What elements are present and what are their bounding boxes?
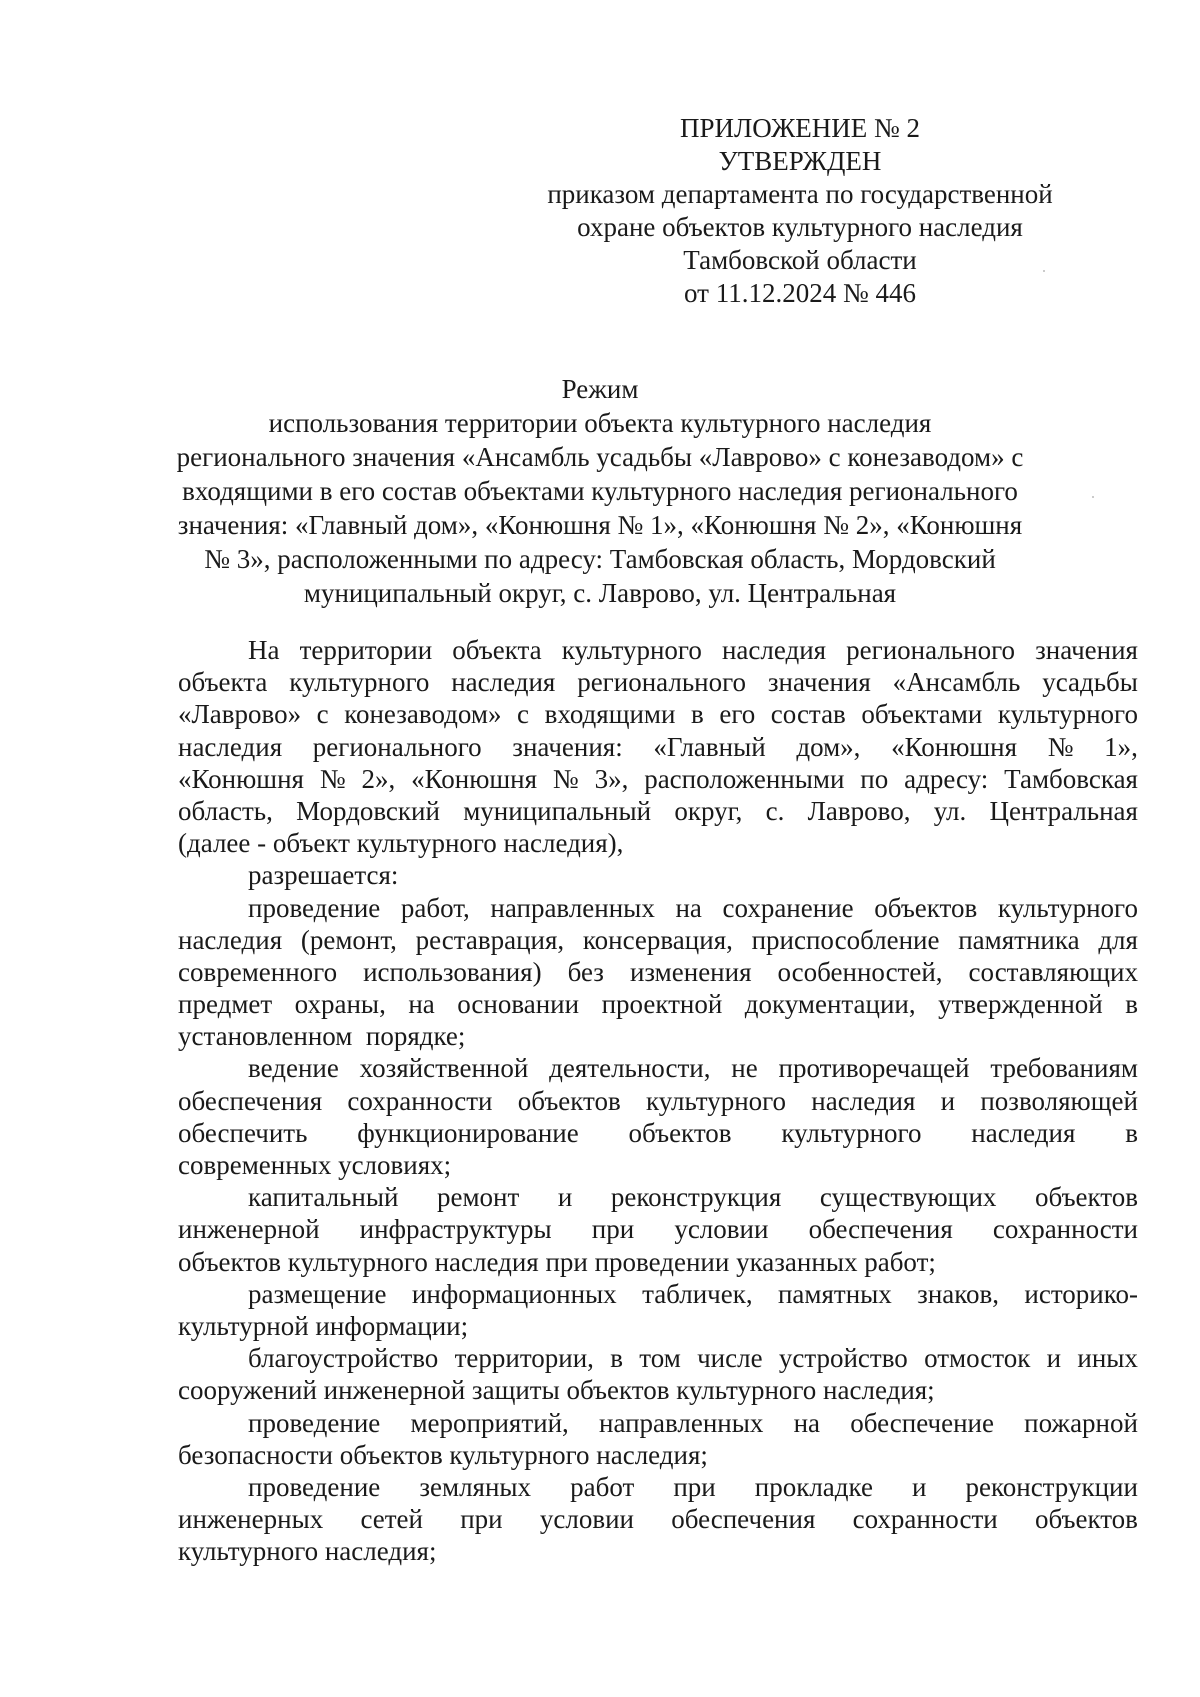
line-text: установленном порядке; [178,1021,466,1052]
word: реконструкции [965,1471,1138,1502]
approved-label: УТВЕРЖДЕН [718,146,882,176]
word: значения [767,667,871,698]
text-line [178,827,1138,859]
word: территории, [454,1343,594,1374]
word: обеспечить [178,1117,308,1148]
word: том [639,1343,681,1374]
allowed-item [178,1052,1138,1181]
word: условии [674,1214,769,1245]
word: объектов [1034,1504,1138,1535]
word: и [557,1182,573,1213]
word: размещение [248,1278,387,1309]
text-line [178,1342,1138,1374]
word: в [1125,1117,1138,1148]
word: сохранности [992,1214,1138,1245]
approval-date: от 11.12.2024 № 446 [684,278,916,308]
allowed-item [178,892,1138,1053]
word: основании [457,989,580,1020]
word: объекта [452,635,542,665]
word: дом», [796,731,861,762]
approval-block [520,112,1080,310]
word: сохранности [852,1504,998,1535]
word: предмет [178,989,273,1020]
text-line [178,1149,1138,1181]
text-line [178,1310,1138,1342]
word: при [673,1471,716,1502]
title-line: регионального значения «Ансамбль усадьбы «Лаврово» с конезаводом» с [176,442,1024,472]
document-body [178,634,1138,1567]
line-text: (далее - объект культурного наследия), [178,828,624,859]
word: охраны, [294,989,386,1020]
text-line [178,795,1138,827]
text-line [178,892,1138,924]
word: ул. [933,795,967,826]
word: объектами [861,699,983,730]
word: его [719,699,756,730]
word: консервация, [582,924,733,955]
text-line [178,1439,1138,1471]
text-line [178,1117,1138,1149]
word: Центральная [989,795,1138,826]
title-line: входящими в его состав объектами культурного наследия регионального [182,476,1018,506]
approval-line: охране объектов культурного наследия [577,212,1023,242]
line-text: объектов культурного наследия при проведении указанных работ; [178,1246,936,1277]
text-line [178,731,1138,763]
approval-line: приказом департамента по государственной [547,179,1053,209]
word: работ [570,1471,635,1502]
word: табличек, [642,1278,753,1309]
allowed-item [178,1181,1138,1278]
text-line [178,988,1138,1020]
word: «Конюшня [411,763,538,794]
word: обеспечение [850,1407,994,1438]
word: капитальный [248,1182,399,1213]
word: знаков, [917,1278,1000,1309]
word: реконструкция [610,1182,782,1213]
text-line [178,698,1138,730]
word: наследия [178,731,283,762]
word: (ремонт, [300,924,397,955]
word: обеспечения [671,1504,816,1535]
allowed-item [178,1471,1138,1568]
word: отмосток [924,1343,1031,1374]
line-text: современных условиях; [178,1150,452,1180]
text-line [178,763,1138,795]
title-heading: Режим [561,374,639,404]
word: Лаврово, [807,795,911,826]
appendix-number: ПРИЛОЖЕНИЕ № 2 [679,113,921,143]
word: при [460,1504,503,1535]
word: направленных [599,1407,764,1438]
title-line: № 3», расположенными по адресу: Тамбовская область, Мордовский [204,544,996,574]
word: хозяйственной [359,1053,529,1084]
word: культурного [289,667,430,698]
word: наследия [971,1117,1076,1148]
word: расположенными [644,763,845,794]
text-line [178,1213,1138,1245]
word: объектов [1035,1182,1138,1213]
word: проведение [248,1407,381,1438]
word: и [940,1085,956,1116]
text-line [178,1085,1138,1117]
text-line [178,1503,1138,1535]
word: на [793,1407,821,1438]
word: работ, [400,892,470,923]
word: для [1098,924,1138,955]
word: при [591,1214,635,1245]
word: памятных [777,1278,892,1309]
word: устройство [778,1343,908,1374]
word: область, [178,795,273,826]
word: наследия [451,667,556,698]
word: современного [178,956,338,987]
word: инфраструктуры [359,1214,552,1245]
word: не [731,1053,758,1084]
line-text: культурного наследия; [178,1536,437,1567]
scan-speck [1043,270,1045,272]
word: значения [1035,635,1138,665]
word: сетей [360,1504,423,1535]
word: прокладке [754,1471,873,1502]
word: ремонт [436,1182,520,1213]
text-line [178,1374,1138,1406]
word: «Ансамбль [892,667,1021,698]
title-line: муниципальный округ, с. Лаврово, ул. Центральная [303,578,897,608]
word: иных [1077,1343,1138,1374]
word: «Лаврово» [178,699,302,730]
word: состав [770,699,846,730]
line-text: культурной информации; [178,1310,469,1341]
word: на [408,989,435,1020]
word: округ, [674,795,743,826]
word: объекта [178,667,268,698]
word: условии [539,1504,634,1535]
text-line [178,1535,1138,1567]
word: функционирование [357,1117,579,1148]
word: проектной [601,989,723,1020]
text-line [178,1181,1138,1213]
word: числе [697,1343,763,1374]
word: реставрация, [415,924,565,955]
word: «Главный [653,731,766,762]
word: инженерных [178,1504,324,1535]
word: в [1125,989,1138,1020]
word: земляных [419,1471,532,1502]
word: наследия [178,924,283,955]
word: на [675,892,702,923]
word: муниципальный [463,795,652,826]
word: № [552,763,579,794]
word: культурного [781,1117,922,1148]
word: ведение [248,1053,339,1084]
word: с [316,699,329,730]
word: требованиям [990,1053,1138,1084]
word: культурного [997,892,1138,923]
word: в [610,1343,623,1374]
word: культурного [561,635,702,665]
word: «Конюшня [178,763,304,794]
intro-paragraph [178,634,1138,859]
title-line: значения: «Главный дом», «Конюшня № 1», «Конюшня № 2», «Конюшня [177,510,1023,540]
word: регионального [846,635,1015,665]
title-line: использования территории объекта культурного наследия [268,408,932,438]
text-line [178,1407,1138,1439]
text-line [178,1278,1138,1310]
word: информационных [411,1278,617,1309]
word: проведение [248,1471,381,1502]
word: «Конюшня [891,731,1018,762]
word: объектов [628,1117,732,1148]
word: инженерной [178,1214,320,1245]
text-line [178,1471,1138,1503]
line-text: сооружений инженерной защиты объектов культурного наследия; [178,1375,935,1406]
line-text: разрешается: [248,860,399,891]
word: составляющих [968,956,1138,987]
word: проведение [248,892,381,923]
word: регионального [312,731,482,762]
word: документации, [744,989,916,1020]
word: деятельности, [549,1053,711,1084]
word: культурного [645,1085,787,1116]
word: историко- [1024,1278,1138,1309]
word: без [567,956,604,987]
word: территории [299,635,433,665]
word: Мордовский [296,795,440,826]
word: 3», [594,763,629,794]
text-line [178,666,1138,698]
word: адресу: [904,763,989,794]
word: объектов [517,1085,621,1116]
word: изменения [629,956,752,987]
word: приспособление [751,924,940,955]
line-text: безопасности объектов культурного наследия; [178,1439,708,1470]
word: обеспечения [178,1085,323,1116]
word: наследия [721,635,827,665]
word: направленных [490,892,655,923]
word: и [1046,1343,1062,1374]
allowed-item [178,1407,1138,1471]
word: 2», [361,763,396,794]
document-title [150,372,1050,610]
text-line [178,1246,1138,1278]
word: № [319,763,346,794]
word: значения: [512,731,623,762]
word: и [912,1471,927,1502]
word: На [248,635,280,665]
word: утвержденной [938,989,1103,1020]
word: регионального [577,667,747,698]
word: объектов [874,892,978,923]
word: сохранение [722,892,854,923]
scan-speck [1092,496,1094,498]
word: обеспечения [808,1214,953,1245]
word: пожарной [1024,1407,1138,1438]
text-line [178,1052,1138,1084]
word: усадьбы [1042,667,1138,698]
word: использования) [363,956,542,987]
word: в [691,699,704,730]
word: благоустройство [248,1343,439,1374]
word: Тамбовская [1004,763,1138,794]
allowed-item [178,1278,1138,1342]
word: особенностей, [777,956,943,987]
allowed-label [178,859,1138,891]
word: по [860,763,889,794]
text-line [178,1020,1138,1052]
word: конезаводом» [344,699,502,730]
text-line [178,924,1138,956]
word: № [1047,731,1074,762]
word: культурного [997,699,1138,730]
word: позволяющей [980,1085,1138,1116]
word: входящими [544,699,676,730]
word: существующих [819,1182,997,1213]
text-line [178,634,1138,666]
allowed-item [178,1342,1138,1406]
word: с [517,699,530,730]
word: 1», [1104,731,1138,762]
approval-line: Тамбовской области [683,245,917,275]
word: с. [765,795,785,826]
text-line [178,956,1138,988]
word: памятника [958,924,1080,955]
word: наследия [811,1085,916,1116]
word: противоречащей [778,1053,970,1084]
word: сохранности [347,1085,493,1116]
word: мероприятий, [410,1407,569,1438]
